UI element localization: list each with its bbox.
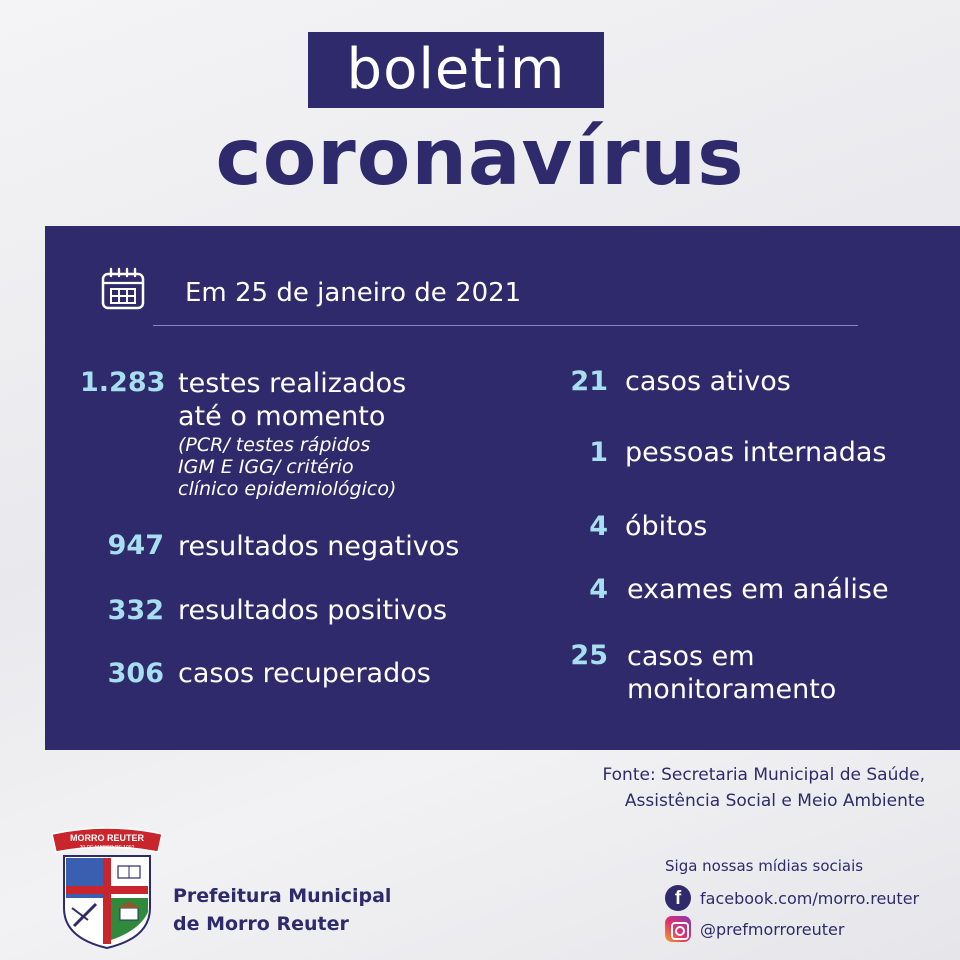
prefeitura-name bbox=[173, 882, 391, 938]
stat-label-active: casos ativos bbox=[625, 366, 791, 397]
page-title: coronavírus bbox=[215, 113, 745, 203]
stat-label-hospitalized: pessoas internadas bbox=[625, 437, 887, 468]
instagram-icon bbox=[665, 916, 691, 942]
stat-label-monitoring-line2: monitoramento bbox=[627, 674, 837, 705]
bulletin-date: Em 25 de janeiro de 2021 bbox=[185, 278, 522, 308]
facebook-handle[interactable]: facebook.com/morro.reuter bbox=[700, 888, 920, 908]
bulletin-label: boletim bbox=[346, 37, 566, 102]
stat-label-recovered: casos recuperados bbox=[178, 658, 431, 689]
municipal-crest-logo bbox=[48, 826, 166, 950]
stat-value-exams: 4 bbox=[589, 574, 608, 605]
crest-banner-text: MORRO REUTER bbox=[70, 833, 144, 843]
stat-value-recovered: 306 bbox=[107, 658, 164, 689]
tests-note-line: clínico epidemiológico) bbox=[178, 478, 397, 500]
stat-label-monitoring-line1: casos em bbox=[627, 641, 755, 672]
stat-value-hospitalized: 1 bbox=[589, 437, 608, 468]
stat-value-deaths: 4 bbox=[589, 511, 608, 542]
source-line: Assistência Social e Meio Ambiente bbox=[624, 791, 925, 811]
prefeitura-line: de Morro Reuter bbox=[173, 913, 349, 935]
stat-value-active: 21 bbox=[570, 366, 608, 397]
tests-note bbox=[178, 434, 448, 500]
facebook-link[interactable] bbox=[665, 884, 919, 912]
facebook-icon: f bbox=[665, 885, 691, 911]
instagram-link[interactable] bbox=[665, 915, 844, 943]
stat-value-negative: 947 bbox=[107, 530, 164, 561]
divider bbox=[153, 325, 858, 326]
prefeitura-line: Prefeitura Municipal bbox=[173, 885, 392, 907]
stat-label-tests-line1: testes realizados bbox=[178, 368, 407, 399]
stat-label-positive: resultados positivos bbox=[178, 595, 448, 626]
tests-note-line: IGM E IGG/ critério bbox=[178, 456, 354, 478]
social-heading: Siga nossas mídias sociais bbox=[665, 857, 864, 875]
tests-note-line: (PCR/ testes rápidos bbox=[178, 434, 371, 456]
stat-label-exams: exames em análise bbox=[627, 574, 889, 605]
stat-label-negative: resultados negativos bbox=[178, 531, 460, 562]
stat-value-positive: 332 bbox=[107, 595, 164, 626]
stat-value-monitoring: 25 bbox=[570, 640, 608, 671]
source-note bbox=[470, 762, 925, 814]
stat-value-tests: 1.283 bbox=[80, 367, 166, 398]
stat-label-tests-line2: até o momento bbox=[178, 401, 386, 432]
calendar-icon bbox=[100, 266, 146, 312]
crest-date-text: 20 DE MARÇO DE 1992 bbox=[79, 845, 135, 851]
stat-label-deaths: óbitos bbox=[625, 511, 708, 542]
source-line: Fonte: Secretaria Municipal de Saúde, bbox=[602, 765, 925, 785]
instagram-handle[interactable]: @prefmorroreuter bbox=[700, 919, 845, 939]
